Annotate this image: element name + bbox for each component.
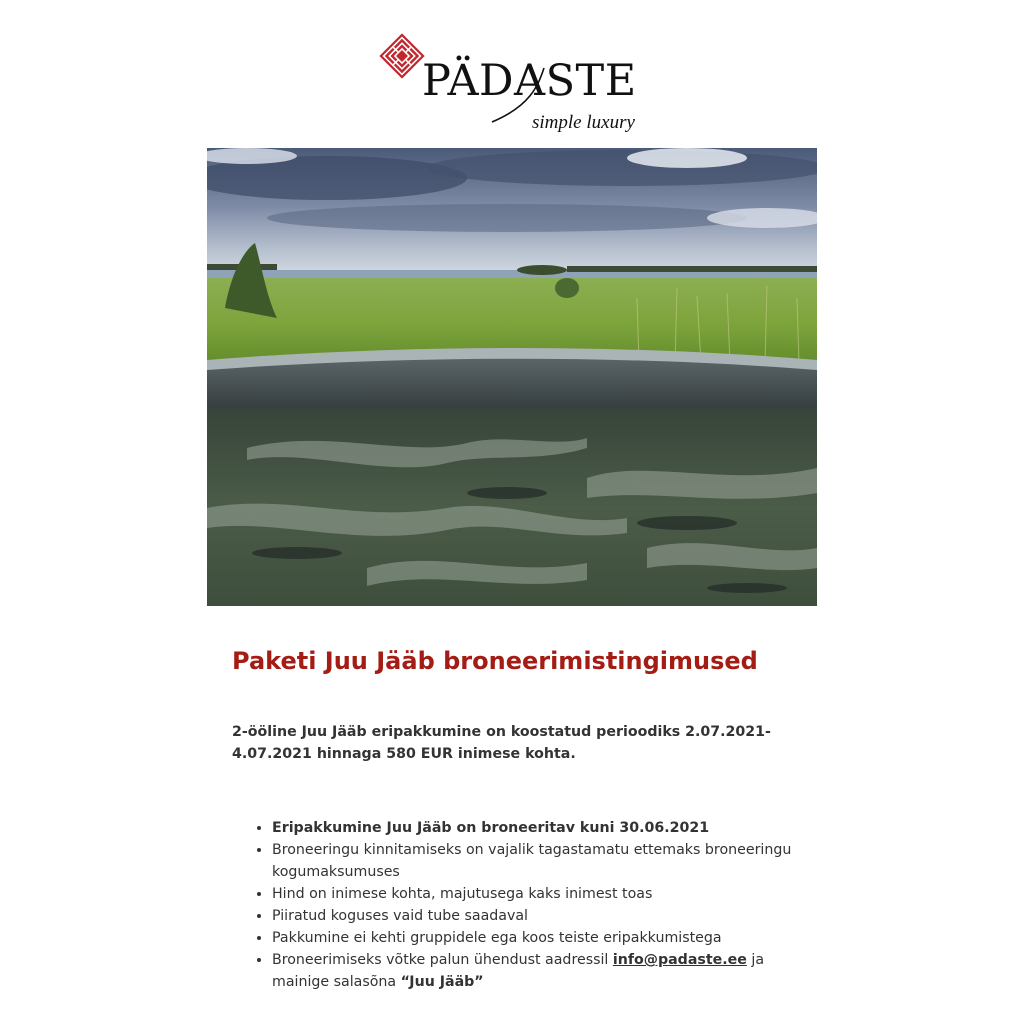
terms-list bbox=[232, 817, 792, 993]
email-link[interactable]: info@padaste.ee bbox=[612, 952, 747, 968]
list-item: • Piiratud koguses vaid tube saadaval bbox=[272, 905, 792, 927]
password-text: “Juu Jääb” bbox=[400, 974, 484, 990]
offer-content bbox=[232, 646, 792, 993]
brand-logo[interactable] bbox=[0, 14, 1024, 133]
brand-name: PÄDASTE bbox=[422, 56, 637, 106]
list-item-contact bbox=[272, 949, 792, 993]
hero-photo bbox=[207, 148, 817, 606]
page-title: Paketi Juu Jääb broneerimistingimused bbox=[232, 647, 758, 675]
knot-diamond-icon bbox=[378, 32, 426, 80]
list-item: • Eripakkumine Juu Jääb on broneeritav kuni 30.06.2021 bbox=[272, 817, 792, 839]
list-item: • Broneeringu kinnitamiseks on vajalik tagastamatu ettemaks broneeringu kogumaksumuses bbox=[272, 839, 792, 883]
list-item: • Pakkumine ei kehti gruppidele ega koos teiste eripakkumistega bbox=[272, 927, 792, 949]
contact-text: Broneerimiseks võtke palun ühendust aadressil bbox=[272, 952, 613, 968]
contact-text-middle: ja mainige salasõna bbox=[272, 952, 765, 990]
list-item: • Hind on inimese kohta, majutusega kaks inimest toas bbox=[272, 883, 792, 905]
brand-tagline: simple luxury bbox=[532, 112, 635, 133]
offer-intro: 2-ööline Juu Jääb eripakkumine on koostatud perioodiks 2.07.2021-4.07.2021 hinnaga 580 EUR inimese kohta. bbox=[232, 724, 771, 762]
